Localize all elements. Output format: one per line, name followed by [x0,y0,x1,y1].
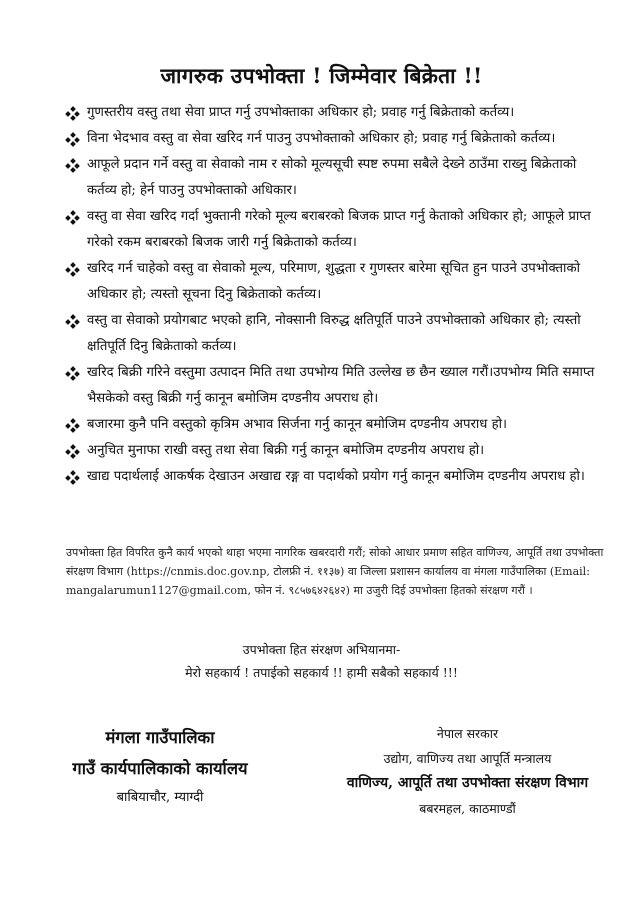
list-item-text: गुणस्तरीय वस्तु तथा सेवा प्राप्त गर्नु उपभोक्ताका अधिकार हो; प्रवाह गर्नु बिक्रेताको कर्तव्य। [87,105,515,120]
department-name: वाणिज्य, आपूर्ति तथा उपभोक्ता संरक्षण विभाग [346,775,589,791]
diamond-bullet-icon [66,315,79,328]
diamond-bullet-icon [66,263,79,276]
list-item [66,100,606,126]
list-item-text: खाद्य पदार्थलाई आकर्षक देखाउन अखाद्य रङ्ग वा पदार्थको प्रयोग गर्नु कानून बमोजिम दण्डनीय अपराध हो। [87,469,585,484]
list-item [66,412,606,438]
complaint-notice: उपभोक्ता हित विपरित कुनै कार्य भएको थाहा भएमा नागरिक खबरदारी गरौं; सोको आधार प्रमाण सहित वाणिज्य, आपूर्ति तथा उपभोक्ता संरक्षण विभाग (https://cnmis.doc.gov.np, टोलफ्री नं. ११३७) वा जिल्ला प्रशासन कार्यालय वा मंगला गाउँपालिका (Email: mangalarumun1127@gmail.com, फोन नं. ९८५७६४२६४२) मा उजुरी दिई उपभोक्ता हितको संरक्षण गरौं । [66,546,604,597]
list-item-text: खरिद बिक्री गरिने वस्तुमा उत्पादन मिति तथा उपभोग्य मिति उल्लेख छ छैन ख्याल गरौं।उपभोग्य मिति समाप्त भैसकेको वस्तु बिक्री गर्नु कानून बमोजिम दण्डनीय अपराध हो। [87,365,595,406]
list-item [66,126,606,152]
list-item-text: अनुचित मुनाफा राखी वस्तु तथा सेवा बिक्री गर्नु कानून बमोजिम दण्डनीय अपराध हो। [87,443,485,458]
list-item-text: वस्तु वा सेवा खरिद गर्दा भुक्तानी गरेको मूल्य बराबरको बिजक प्राप्त गर्नु केताको अधिकार हो; आफूले प्राप्त गरेको रकम बराबरको बिजक जारी गर्नु बिक्रेताको कर्तव्य। [87,209,591,250]
diamond-bullet-icon [66,159,79,172]
list-item [66,360,606,412]
list-item [66,152,606,204]
campaign-slogan [0,638,643,684]
list-item [66,464,606,490]
diamond-bullet-icon [66,445,79,458]
government-name: नेपाल सरकार [436,726,499,741]
list-item [66,204,606,256]
page-title: जागरुक उपभोक्ता ! जिम्मेवार बिक्रेता !! [160,63,483,88]
office-name: गाउँ कार्यपालिकाको कार्यालय [72,759,248,778]
diamond-bullet-icon [66,419,79,432]
municipality-name: मंगला गाउँपालिका [105,728,215,747]
list-item [66,308,606,360]
list-item [66,256,606,308]
list-item-text: विना भेदभाव वस्तु वा सेवा खरिद गर्न पाउनु उपभोक्ताको अधिकार हो; प्रवाह गर्नु बिक्रेताको कर्तव्य। [87,131,556,146]
diamond-bullet-icon [66,211,79,224]
office-address: बाबियाचौर, म्याग्दी [116,790,204,805]
list-item-text: बजारमा कुनै पनि वस्तुको कृत्रिम अभाव सिर्जना गर्नु कानून बमोजिम दण्डनीय अपराध हो। [87,417,508,432]
diamond-bullet-icon [66,471,79,484]
list-item-text: आफूले प्रदान गर्ने वस्तु वा सेवाको नाम र सोको मूल्यसूची स्पष्ट रुपमा सबैले देख्ने ठाउँमा राख्नु बिक्रेताको कर्तव्य हो; हेर्न पाउनु उपभोक्ताको अधिकार। [87,157,577,198]
diamond-bullet-icon [66,133,79,146]
diamond-bullet-icon [66,107,79,120]
list-item-text: खरिद गर्न चाहेको वस्तु वा सेवाको मूल्य, परिमाण, शुद्धता र गुणस्तर बारेमा सूचित हुन पाउने उपभोक्ताको अधिकार हो; त्यस्तो सूचना दिनु बिक्रेताको कर्तव्य। [87,261,580,302]
right-signature-block [315,720,620,822]
list-item [66,438,606,464]
campaign-line-1: उपभोक्ता हित संरक्षण अभियानमा- [242,642,401,657]
department-address: बबरमहल, काठमाण्डौं [419,801,516,816]
rights-list [66,100,606,490]
diamond-bullet-icon [66,367,79,380]
campaign-line-2: मेरो सहकार्य ! तपाईको सहकार्य !! हामी सबैको सहकार्य !!! [185,665,458,680]
ministry-name: उद्योग, वाणिज्य तथा आपूर्ति मन्त्रालय [383,751,552,766]
left-signature-block [40,722,280,812]
list-item-text: वस्तु वा सेवाको प्रयोगबाट भएको हानि, नोक्सानी विरुद्ध क्षतिपूर्ति पाउने उपभोक्ताको अधिकार हो; त्यस्तो क्षतिपूर्ति दिनु बिक्रेताको कर्तव्य। [87,313,581,354]
